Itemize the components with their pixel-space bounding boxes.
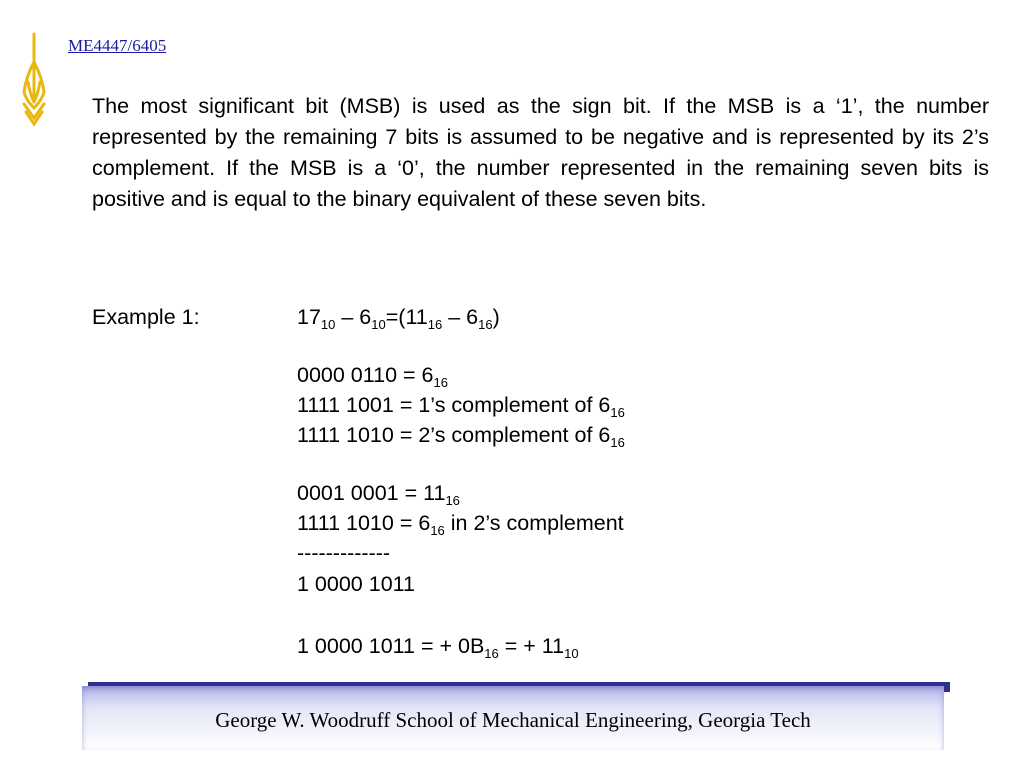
gt-flame-icon	[20, 32, 48, 128]
step-line: 1111 $1010 = 6_{16}$ in 2’s complement	[297, 511, 624, 538]
course-code: ME4447/6405	[68, 36, 167, 55]
example-equation: $17_{10} - 6_{10}=(11_{16} - 6_{16})$	[297, 305, 500, 332]
divider-line: -------------	[297, 541, 391, 565]
step-line: 0000 $0110 = 6_{16}$	[297, 363, 448, 390]
intro-paragraph: The most significant bit (MSB) is used as the sign bit. If the MSB is a ‘1’, the number represented by the remaining 7 bits is assumed to be negative and is represented by its 2’s complement. If the MSB is a ‘0’, the number represented in the remaining seven bits is positive and is equal to the binary equivalent of these seven bits.	[92, 94, 989, 211]
step-line: 1111 1001 = 1’s complement of $6_{16}$	[297, 393, 625, 420]
step-line: 0001 $0001 = 11_{16}$	[297, 481, 460, 508]
step-line: 1111 1010 = 2’s complement of $6_{16}$	[297, 423, 625, 450]
example-label: Example 1:	[92, 305, 200, 329]
result-line: 1 0000 1011 = + $0B_{16}$ = + $11_{10}$	[297, 634, 579, 661]
sum-line: 1 0000 1011	[297, 572, 415, 596]
footer-text: George W. Woodruff School of Mechanical Engineering, Georgia Tech	[215, 708, 811, 732]
